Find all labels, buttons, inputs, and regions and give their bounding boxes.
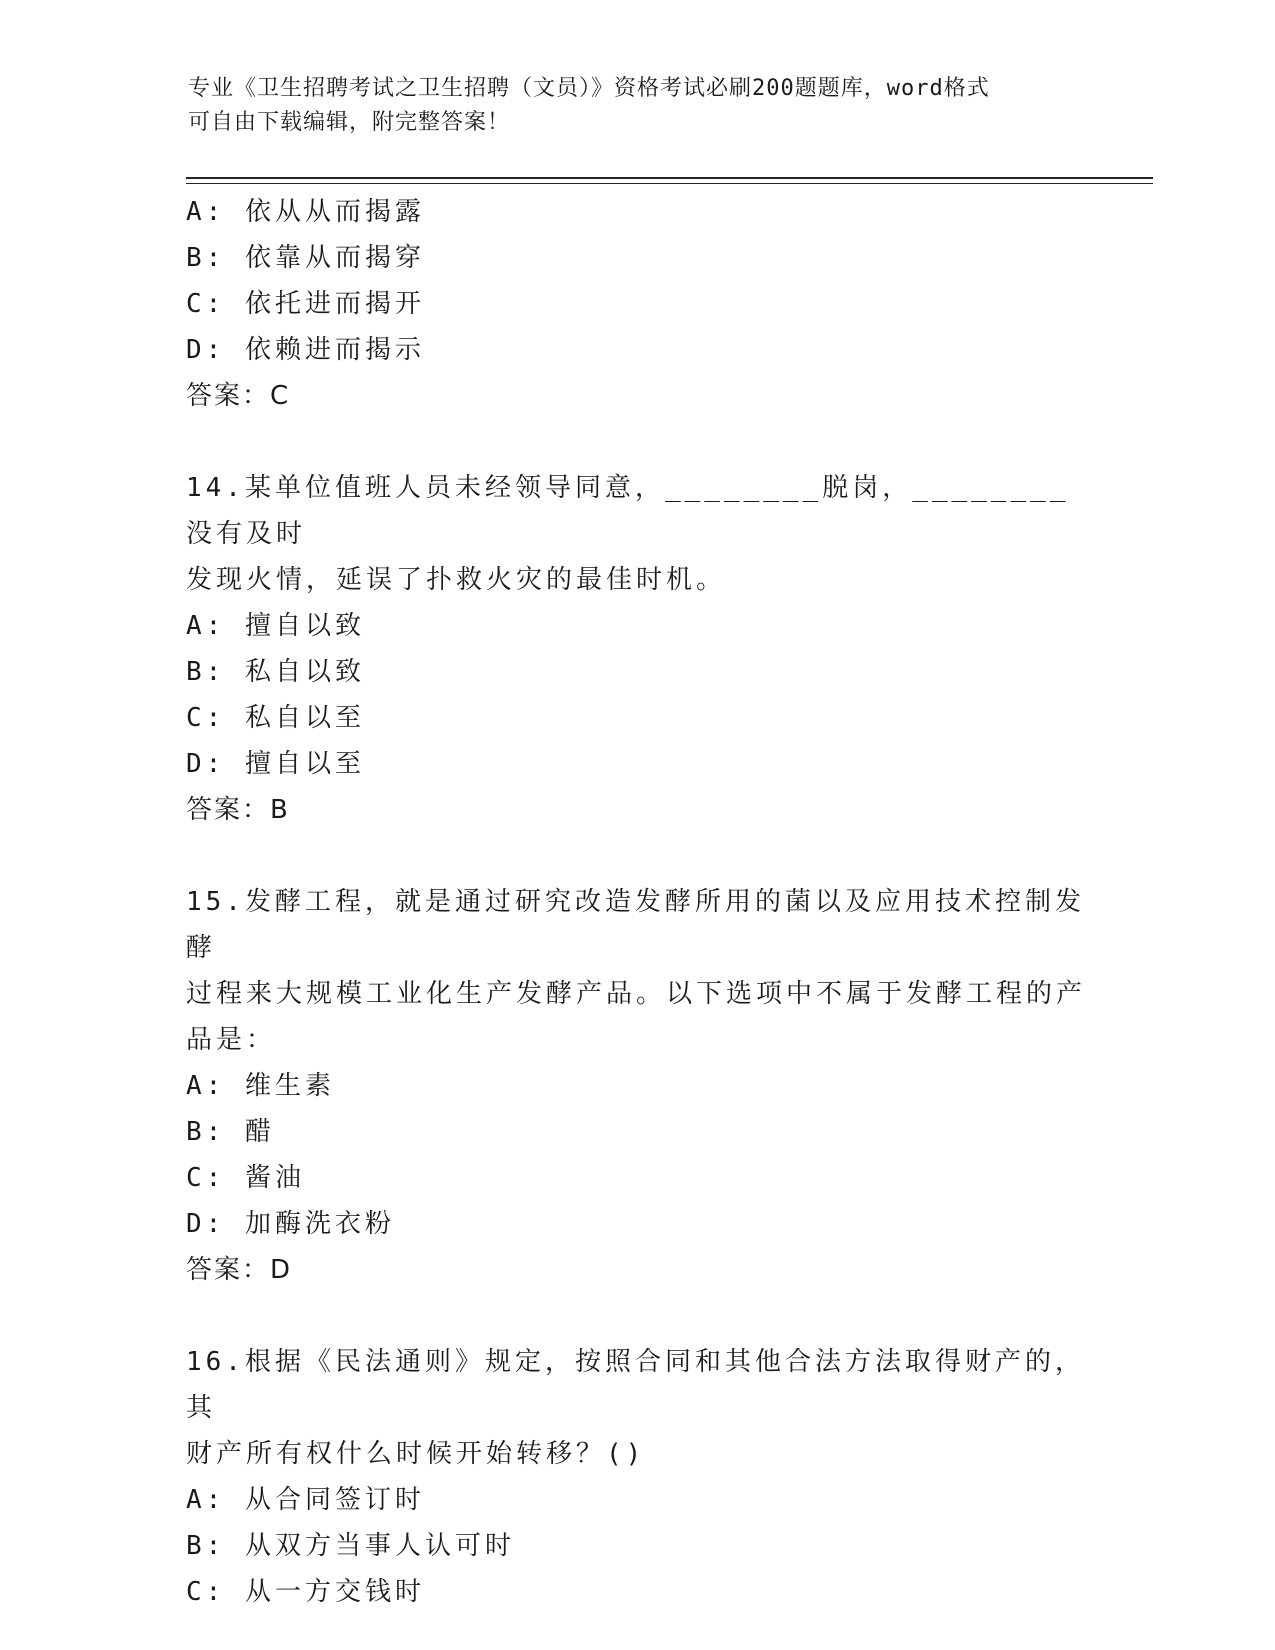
question-16 <box>186 1339 1086 1615</box>
header-line-2: 可自由下载编辑，附完整答案！ <box>188 110 511 135</box>
option-d: D: 依赖进而揭示 <box>186 335 425 365</box>
option-d: D: 擅自以至 <box>186 749 365 779</box>
option-b: B: 依靠从而揭穿 <box>186 243 425 273</box>
answer-line: 答案：C <box>186 381 291 411</box>
option-d: D: 加酶洗衣粉 <box>186 1209 395 1239</box>
question-text <box>186 1339 1086 1477</box>
question-line-1 <box>186 1339 1086 1431</box>
option-c: C: 私自以至 <box>186 703 365 733</box>
option-a: A: 从合同签订时 <box>186 1485 425 1515</box>
question-number: 14. <box>186 473 245 503</box>
previous-question-block <box>186 189 1086 419</box>
answer-line: 答案：D <box>186 1255 293 1285</box>
question-text <box>186 879 1086 1063</box>
option-a: A: 维生素 <box>186 1071 335 1101</box>
answer-line: 答案：B <box>186 795 290 825</box>
header-rule-thin <box>186 183 1153 184</box>
question-line-3: 品是： <box>186 1025 277 1055</box>
option-c: C: 从一方交钱时 <box>186 1577 425 1607</box>
question-number: 16. <box>186 1347 245 1377</box>
question-line-1-text: 发酵工程，就是通过研究改造发酵所用的菌以及应用技术控制发酵 <box>186 887 1085 963</box>
question-line-1 <box>186 879 1086 971</box>
header-rule-thick <box>186 177 1153 179</box>
document-header <box>188 72 1088 140</box>
option-b: B: 私自以致 <box>186 657 365 687</box>
question-line-1-text: 根据《民法通则》规定，按照合同和其他合法方法取得财产的，其 <box>186 1347 1085 1423</box>
question-content <box>186 189 1086 1615</box>
question-line-1-text: 某单位值班人员未经领导同意，________脱岗，________没有及时 <box>186 473 1070 549</box>
question-line-2: 过程来大规模工业化生产发酵产品。以下选项中不属于发酵工程的产 <box>186 979 1087 1009</box>
option-a: A: 依从从而揭露 <box>186 197 425 227</box>
question-number: 15. <box>186 887 245 917</box>
option-b: B: 从双方当事人认可时 <box>186 1531 515 1561</box>
question-14 <box>186 465 1086 833</box>
option-c: C: 依托进而揭开 <box>186 289 425 319</box>
option-a: A: 擅自以致 <box>186 611 365 641</box>
question-line-1 <box>186 465 1086 557</box>
option-b: B: 醋 <box>186 1117 275 1147</box>
question-text <box>186 465 1086 603</box>
question-line-2: 财产所有权什么时候开始转移？() <box>186 1439 646 1469</box>
question-15 <box>186 879 1086 1293</box>
header-line-1: 专业《卫生招聘考试之卫生招聘（文员）》资格考试必刷200题题库，word格式 <box>188 76 990 101</box>
option-c: C: 酱油 <box>186 1163 305 1193</box>
question-line-2: 发现火情，延误了扑救火灾的最佳时机。 <box>186 565 727 595</box>
